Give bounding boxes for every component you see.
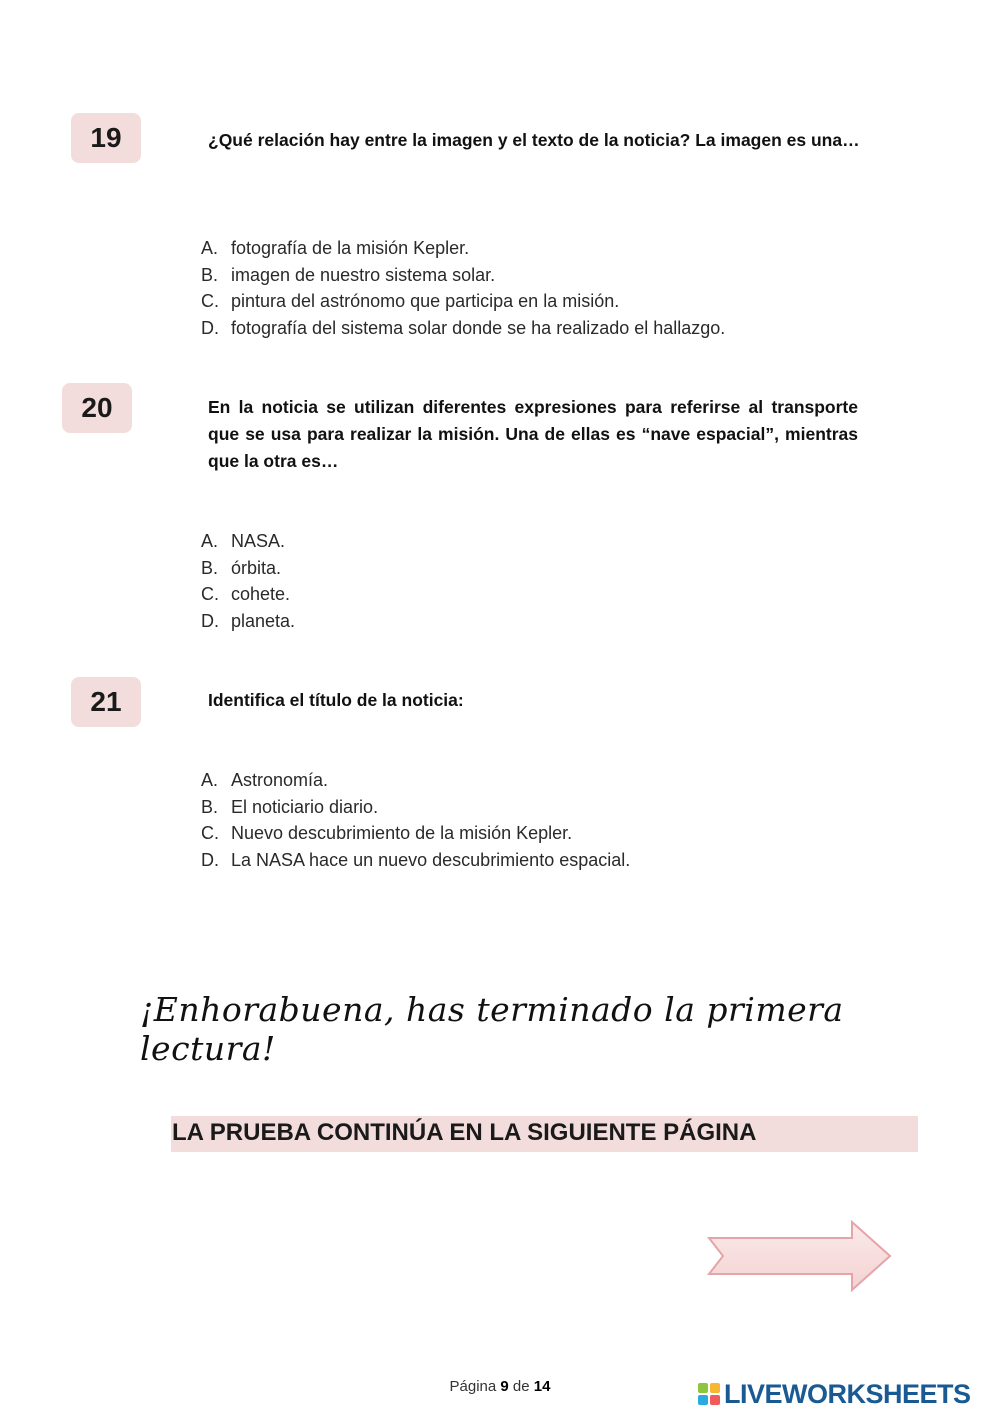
- option-letter: A.: [201, 770, 219, 790]
- answer-options: [201, 235, 725, 342]
- congratulations-message: ¡Enhorabuena, has terminado la primera lectura!: [140, 990, 844, 1068]
- question-text: ¿Qué relación hay entre la imagen y el texto de la noticia? La imagen es una…: [208, 130, 860, 150]
- answer-option[interactable]: [201, 528, 295, 555]
- option-letter: B.: [201, 557, 219, 578]
- question-number-badge: 19: [71, 113, 141, 163]
- option-text: NASA.: [231, 531, 286, 551]
- total-pages: 14: [533, 1378, 551, 1395]
- option-text: fotografía de la misión Kepler.: [231, 238, 470, 258]
- answer-option[interactable]: [201, 581, 295, 608]
- answer-option[interactable]: [201, 794, 630, 821]
- liveworksheets-logo: [698, 1378, 971, 1410]
- answer-option[interactable]: [201, 315, 725, 342]
- option-letter: B.: [201, 264, 219, 285]
- continue-banner-text: LA PRUEBA CONTINÚA EN LA SIGUIENTE PÁGINA: [172, 1119, 757, 1146]
- answer-option[interactable]: [201, 288, 725, 315]
- question-number-badge: 20: [62, 383, 132, 433]
- option-letter: D.: [201, 318, 219, 339]
- footer-prefix: Página: [449, 1378, 497, 1395]
- option-text: fotografía del sistema solar donde se ha realizado el hallazgo.: [231, 318, 726, 339]
- option-text: imagen de nuestro sistema solar.: [231, 264, 496, 285]
- option-letter: A.: [201, 238, 219, 258]
- footer-separator: de: [512, 1378, 530, 1395]
- current-page-number: 9: [500, 1378, 509, 1395]
- option-letter: C.: [201, 584, 219, 605]
- answer-options: [201, 528, 295, 635]
- answer-option[interactable]: [201, 767, 630, 794]
- option-text: El noticiario diario.: [231, 796, 379, 817]
- option-text: planeta.: [231, 611, 296, 632]
- liveworksheets-logo-icon: [698, 1383, 720, 1405]
- question-number-badge: 21: [71, 677, 141, 727]
- option-letter: B.: [201, 796, 219, 817]
- option-text: cohete.: [231, 584, 291, 605]
- option-letter: D.: [201, 850, 219, 871]
- option-letter: A.: [201, 531, 219, 551]
- option-text: Astronomía.: [231, 770, 329, 790]
- option-text: órbita.: [231, 557, 282, 578]
- answer-option[interactable]: [201, 235, 725, 262]
- option-letter: D.: [201, 611, 219, 632]
- next-page-arrow-icon[interactable]: [706, 1220, 894, 1292]
- answer-option[interactable]: [201, 262, 725, 289]
- option-text: Nuevo descubrimiento de la misión Kepler.: [231, 823, 573, 844]
- option-letter: C.: [201, 291, 219, 312]
- question-text: Identifica el título de la noticia:: [208, 690, 464, 710]
- option-letter: C.: [201, 823, 219, 844]
- option-text: La NASA hace un nuevo descubrimiento espacial.: [231, 850, 631, 871]
- answer-option[interactable]: [201, 555, 295, 582]
- liveworksheets-wordmark: LIVEWORKSHEETS: [724, 1378, 971, 1409]
- answer-option[interactable]: [201, 820, 630, 847]
- answer-option[interactable]: [201, 608, 295, 635]
- question-text: En la noticia se utilizan diferentes expresiones para referirse al transporte que se usa para realizar la misión. Una de ellas es “nave espacial”, mientras que la otra es…: [208, 397, 858, 471]
- continue-banner: [171, 1116, 918, 1152]
- option-text: pintura del astrónomo que participa en la misión.: [231, 291, 620, 312]
- answer-options: [201, 767, 630, 874]
- answer-option[interactable]: [201, 847, 630, 874]
